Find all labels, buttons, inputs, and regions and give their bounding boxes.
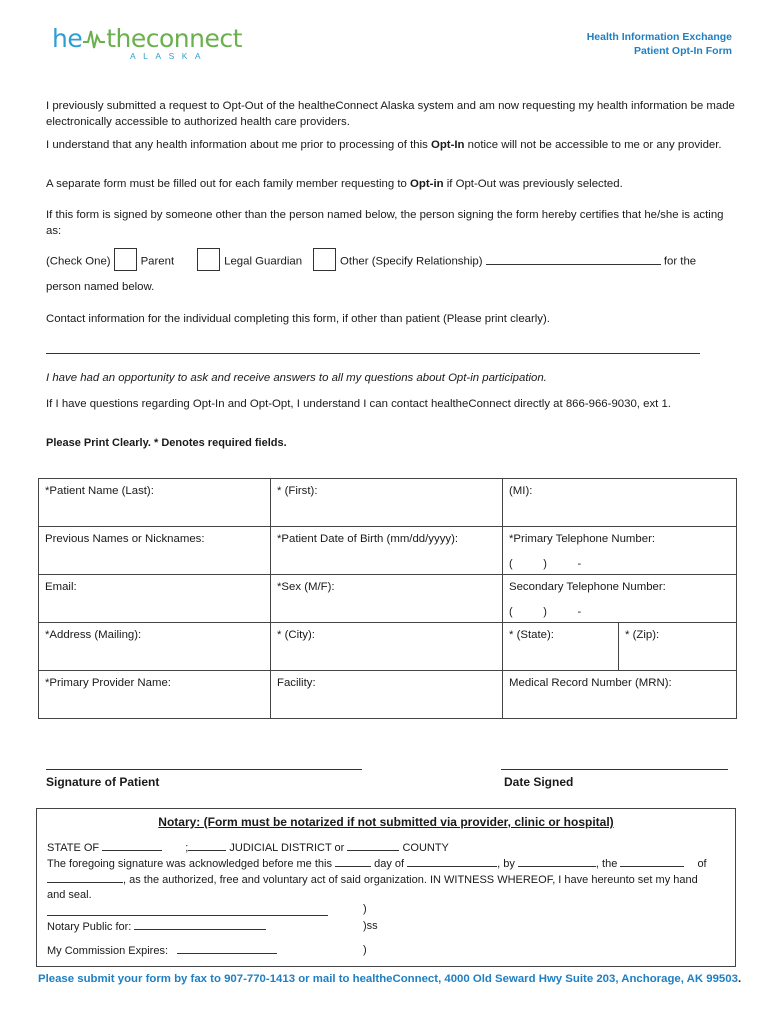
mi-label: (MI): — [509, 485, 533, 497]
signer-title-field[interactable] — [620, 855, 684, 867]
mi-field[interactable] — [503, 479, 737, 527]
paren-1: ) — [363, 903, 367, 915]
other-relationship-checkbox[interactable] — [313, 248, 336, 271]
p2-bold: Opt-In — [430, 139, 465, 151]
last-name-label: *Patient Name (Last): — [45, 485, 154, 497]
state-field[interactable] — [503, 623, 619, 671]
email-label: Email: — [45, 581, 77, 593]
dob-label: *Patient Date of Birth (mm/dd/yyyy): — [277, 533, 459, 545]
secondary-phone-format: ( ) - — [509, 606, 582, 618]
submission-period: . — [737, 973, 742, 985]
notary-public-field[interactable] — [134, 918, 266, 930]
p3-text-a: A separate form must be filled out for each family member requesting to — [46, 178, 411, 190]
provider-field[interactable] — [39, 671, 271, 719]
secondary-phone-label: Secondary Telephone Number: — [509, 581, 666, 593]
date-signed-label: Date Signed — [504, 775, 574, 789]
month-field[interactable] — [407, 855, 497, 867]
submission-text: Please submit your form by fax to 907-770-1413 or mail to healtheConnect, 4000 Old Seward Hwy Suite 203, Anchorage, AK 99503 — [38, 973, 738, 985]
opportunity-text: I have had an opportunity to ask and receive answers to all my questions about Opt-in participation. — [46, 372, 547, 384]
questions-text: If I have questions regarding Opt-In and Opt-Opt, I understand I can contact healtheConnect directly at 866-966-9030, ext 1. — [46, 398, 671, 410]
acknowledged-text: The foregoing signature was acknowledged before me this — [47, 858, 332, 870]
intro-paragraph-2 — [46, 137, 726, 153]
mrn-field[interactable] — [503, 671, 737, 719]
submission-instructions — [38, 973, 741, 985]
patient-signature-line[interactable] — [46, 769, 362, 770]
zip-label: * (Zip): — [625, 629, 660, 641]
logo-text-part1: he — [52, 24, 83, 53]
patient-signature-label: Signature of Patient — [46, 775, 160, 789]
judicial-number-field[interactable] — [188, 839, 226, 851]
signer-name-field[interactable] — [518, 855, 596, 867]
witness-text: , as the authorized, free and voluntary act of said organization. IN WITNESS WHEREOF, I have hereunto set my hand — [123, 874, 698, 886]
first-name-field[interactable] — [271, 479, 503, 527]
judicial-label: JUDICIAL DISTRICT or — [229, 842, 345, 854]
city-label: * (City): — [277, 629, 315, 641]
provider-label: *Primary Provider Name: — [45, 677, 171, 689]
address-field[interactable] — [39, 623, 271, 671]
relationship-field[interactable] — [486, 253, 661, 265]
first-name-label: * (First): — [277, 485, 318, 497]
sex-label: *Sex (M/F): — [277, 581, 335, 593]
day-field[interactable] — [335, 855, 371, 867]
form-title — [587, 30, 732, 58]
p3-text-b: if Opt-Out was previously selected. — [443, 178, 623, 190]
logo — [52, 24, 242, 61]
check-one-label: (Check One) — [46, 255, 111, 268]
county-label: COUNTY — [402, 842, 449, 854]
day-of-text: day of — [374, 858, 405, 870]
other-relationship-label: Other (Specify Relationship) — [340, 255, 483, 268]
mrn-label: Medical Record Number (MRN): — [509, 677, 672, 689]
dob-field[interactable] — [271, 527, 503, 575]
organization-field[interactable] — [47, 871, 123, 883]
primary-phone-label: *Primary Telephone Number: — [509, 533, 656, 545]
notary-section — [36, 808, 736, 967]
form-title-line2: Patient Opt-In Form — [634, 45, 732, 57]
p3-bold: Opt-in — [410, 178, 444, 190]
notary-line-1: STATE OF ; JUDICIAL DISTRICT or COUNTY — [47, 839, 449, 856]
city-field[interactable] — [271, 623, 503, 671]
by-text: , by — [497, 858, 515, 870]
state-of-label: STATE OF — [47, 842, 100, 854]
county-field[interactable] — [347, 839, 399, 851]
logo-subtitle: ALASKA — [130, 51, 209, 61]
logo-text-part2: theconnect — [106, 24, 242, 53]
commission-row — [47, 942, 277, 959]
zip-field[interactable] — [619, 623, 737, 671]
parent-checkbox[interactable] — [114, 248, 137, 271]
state-of-field[interactable] — [102, 839, 162, 851]
logo-wordmark — [52, 24, 242, 53]
patient-info-table — [38, 478, 737, 719]
previous-names-label: Previous Names or Nicknames: — [45, 533, 205, 545]
sex-field[interactable] — [271, 575, 503, 623]
commission-field[interactable] — [177, 942, 277, 954]
heartbeat-icon — [82, 28, 106, 50]
last-name-field[interactable] — [39, 479, 271, 527]
primary-phone-field[interactable] — [503, 527, 737, 575]
paren-3: ) — [363, 944, 367, 956]
commission-label: My Commission Expires: — [47, 945, 169, 957]
facility-label: Facility: — [277, 677, 316, 689]
legal-guardian-label: Legal Guardian — [224, 255, 303, 268]
parent-label: Parent — [140, 255, 175, 268]
of-text: of — [697, 858, 707, 870]
intro-paragraph-1: I previously submitted a request to Opt-Out of the healtheConnect Alaska system and am now requesting my health information be made electronically accessible to authorized health care providers. — [46, 100, 735, 128]
notary-signature-line[interactable] — [47, 915, 328, 916]
p2-text-b: notice will not be accessible to me or any provider. — [464, 139, 722, 151]
notary-line-2 — [47, 855, 707, 872]
notary-public-label: Notary Public for: — [47, 921, 132, 933]
form-title-line1: Health Information Exchange — [586, 31, 732, 43]
facility-field[interactable] — [271, 671, 503, 719]
for-the-text: for the — [663, 255, 697, 268]
intro-paragraph-3 — [46, 176, 736, 192]
intro-paragraph-4: If this form is signed by someone other than the person named below, the person signing the form hereby certifies that he/she is acting as: — [46, 209, 724, 237]
relationship-row — [46, 250, 746, 273]
secondary-phone-field[interactable] — [503, 575, 737, 623]
state-label: * (State): — [509, 629, 554, 641]
email-field[interactable] — [39, 575, 271, 623]
address-label: *Address (Mailing): — [45, 629, 142, 641]
notary-title: Notary: (Form must be notarized if not submitted via provider, clinic or hospital) — [158, 815, 614, 829]
print-clearly-note: Please Print Clearly. * Denotes required fields. — [46, 437, 287, 449]
legal-guardian-checkbox[interactable] — [197, 248, 220, 271]
notary-line-3 — [47, 871, 698, 888]
primary-phone-format: ( ) - — [509, 558, 582, 570]
date-signed-line[interactable] — [501, 769, 728, 770]
notary-line-4: and seal. — [47, 889, 92, 901]
previous-names-field[interactable] — [39, 527, 271, 575]
the-text: , the — [595, 858, 618, 870]
notary-public-row — [47, 918, 266, 935]
person-named-text: person named below. — [46, 281, 155, 293]
contact-info-field[interactable] — [46, 353, 700, 354]
contact-info-text: Contact information for the individual completing this form, if other than patient (Please print clearly). — [46, 313, 550, 325]
paren-2: )ss — [363, 920, 378, 932]
p2-text-a: I understand that any health information about me prior to processing of this — [46, 139, 431, 151]
